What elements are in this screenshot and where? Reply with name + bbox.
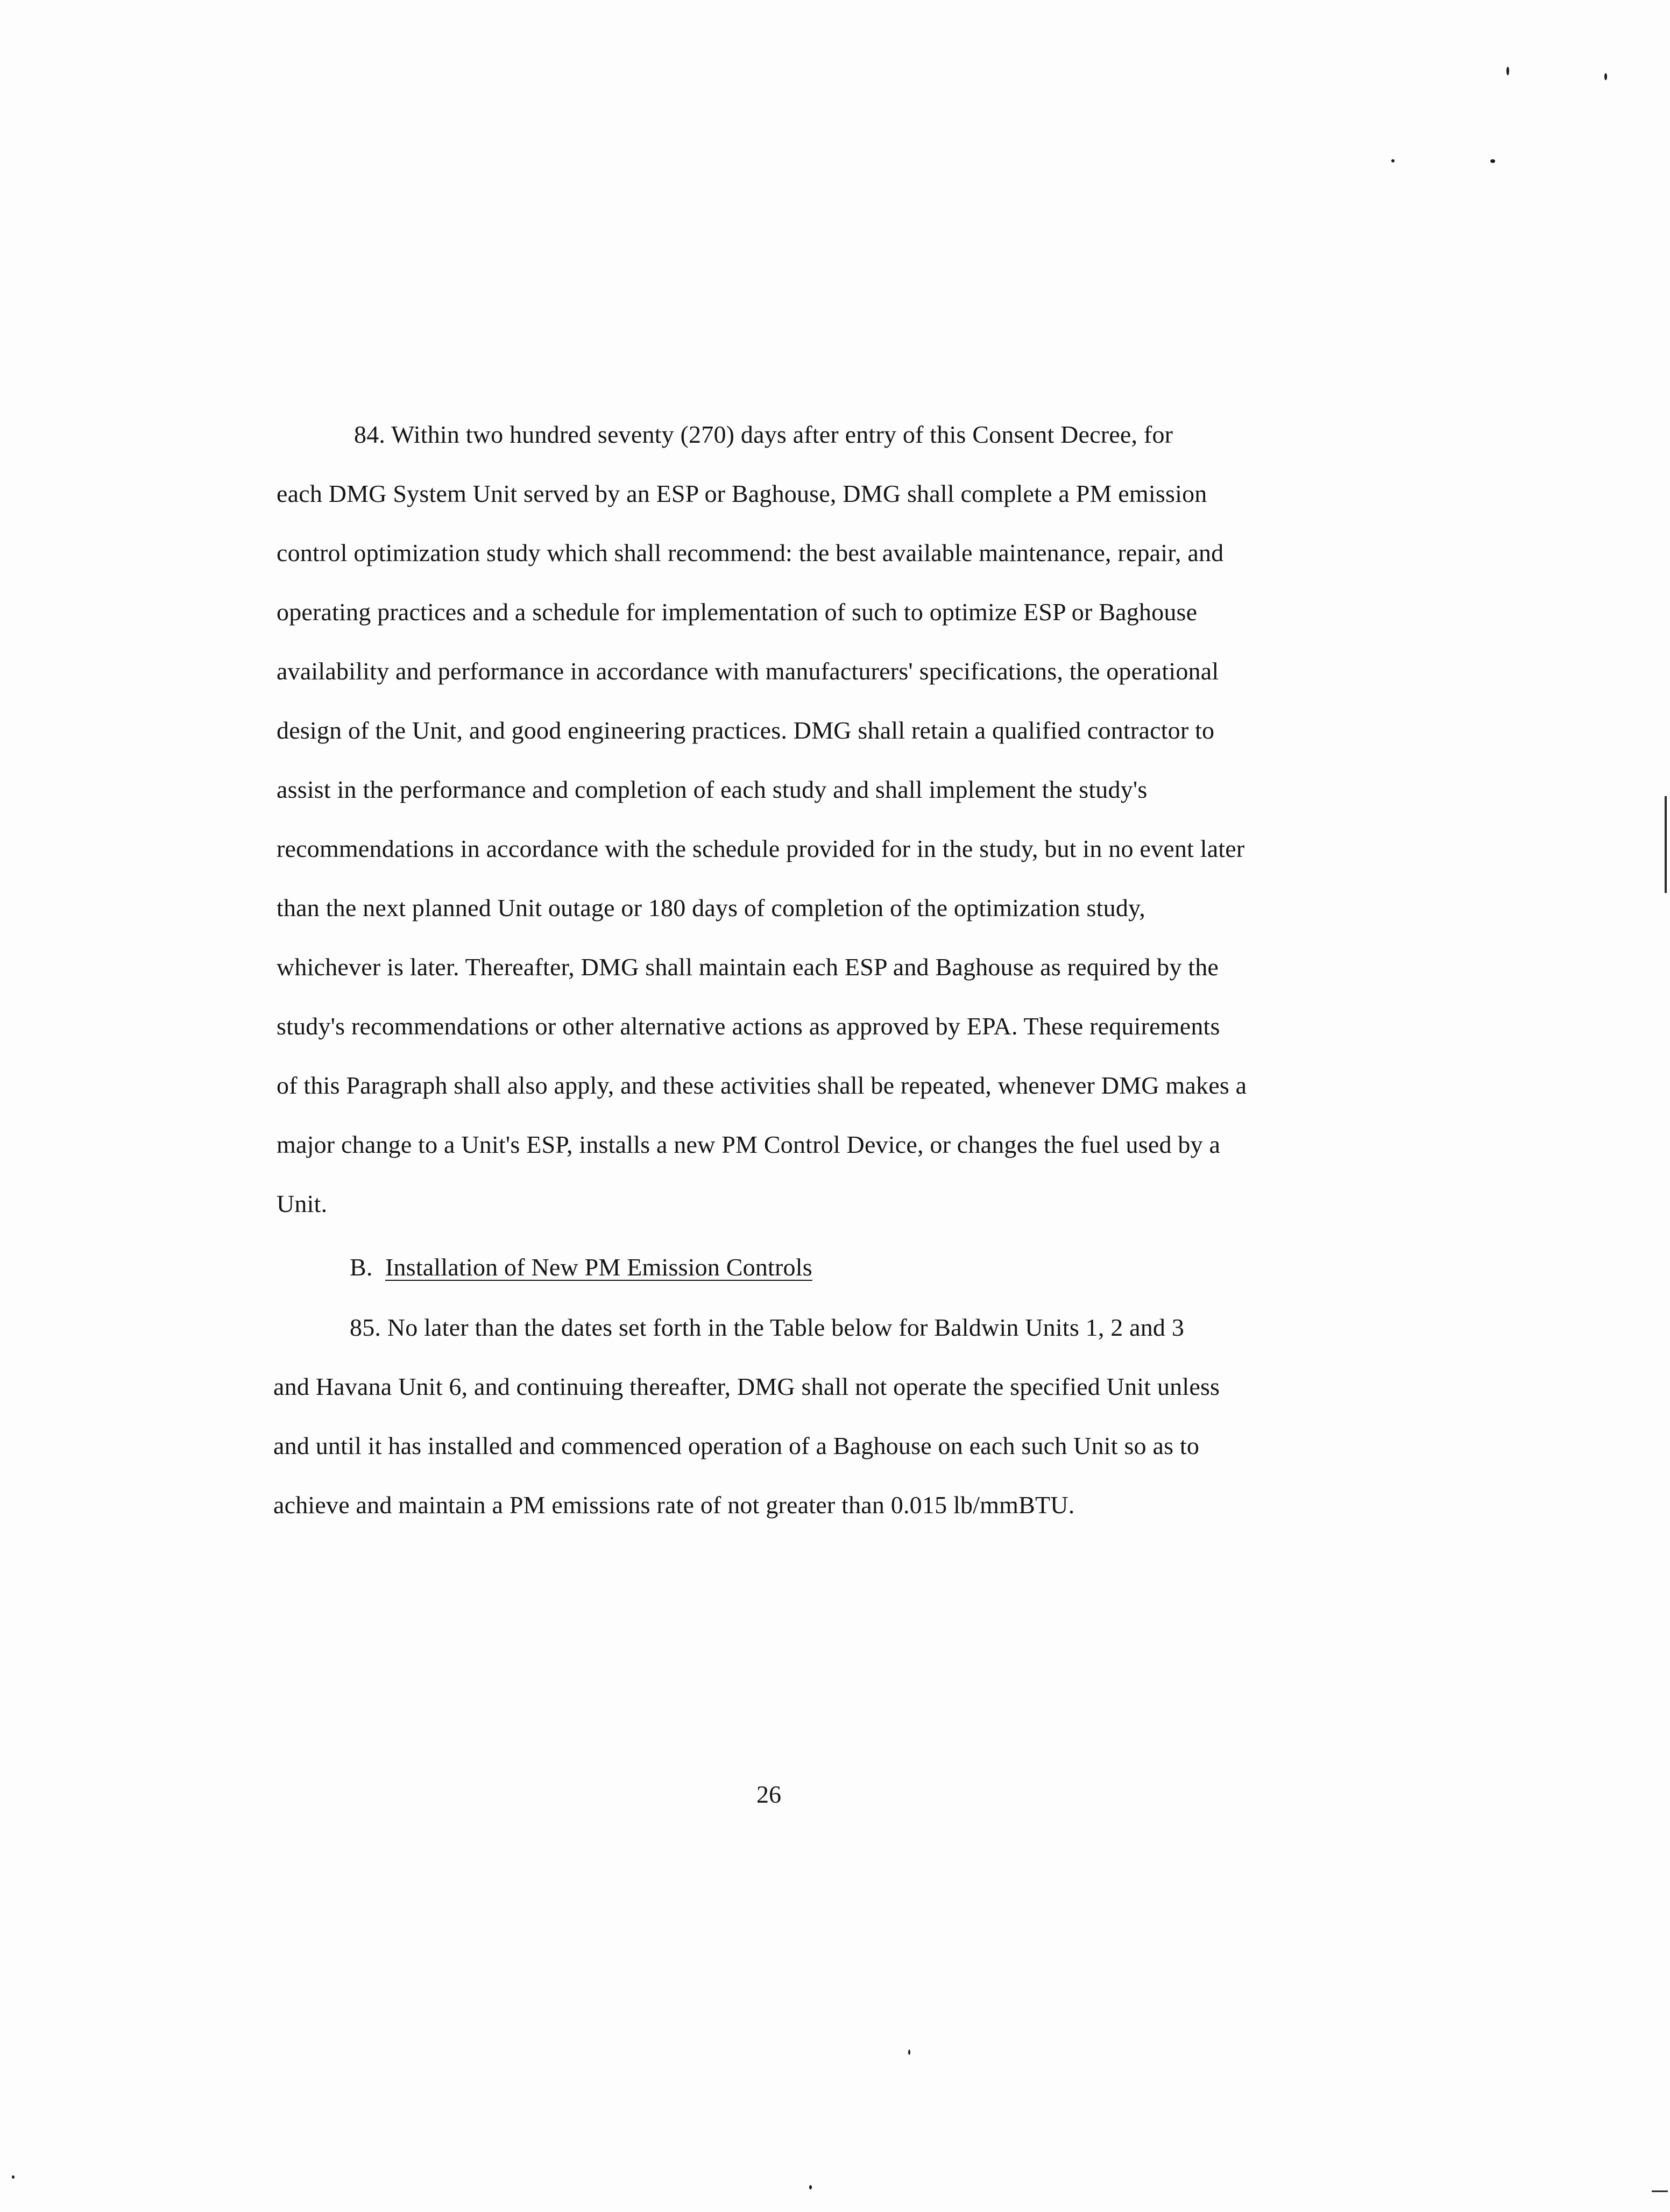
paragraph-84-line-2: each DMG System Unit served by an ESP or Baghouse, DMG shall complete a PM emission xyxy=(277,480,1207,507)
paragraph-84-line-12: of this Paragraph shall also apply, and these activities shall be repeated, whenever DMG makes a xyxy=(277,1072,1247,1099)
paragraph-84-line-8: recommendations in accordance with the schedule provided for in the study, but in no event later xyxy=(277,835,1245,862)
section-b-letter: B. xyxy=(350,1253,373,1281)
paragraph-84-line-14: Unit. xyxy=(277,1190,328,1217)
paragraph-84-line-1: 84. Within two hundred seventy (270) days after entry of this Consent Decree, for xyxy=(354,421,1173,448)
paragraph-85-line-2: and Havana Unit 6, and continuing thereafter, DMG shall not operate the specified Unit unless xyxy=(273,1373,1220,1400)
paragraph-84-line-9: than the next planned Unit outage or 180 days of completion of the optimization study, xyxy=(277,894,1145,921)
scan-speck xyxy=(1506,67,1509,75)
scan-speck xyxy=(1604,73,1607,80)
paragraph-84-line-7: assist in the performance and completion of each study and shall implement the study's xyxy=(277,776,1148,803)
paragraph-84-line-10: whichever is later. Thereafter, DMG shall maintain each ESP and Baghouse as required by the xyxy=(277,953,1219,981)
scan-speck xyxy=(12,2175,15,2179)
scan-edge-line xyxy=(1652,2190,1668,2192)
page-number: 26 xyxy=(756,1781,781,1808)
paragraph-85-line-4: achieve and maintain a PM emissions rate of not greater than 0.015 lb/mmBTU. xyxy=(273,1491,1075,1519)
paragraph-84-line-5: availability and performance in accordance with manufacturers' specifications, the operational xyxy=(277,657,1219,685)
paragraph-84-line-4: operating practices and a schedule for implementation of such to optimize ESP or Baghouse xyxy=(277,598,1198,626)
paragraph-84-line-3: control optimization study which shall recommend: the best available maintenance, repair, and xyxy=(277,539,1224,566)
scan-speck xyxy=(908,2050,910,2055)
section-b-title: Installation of New PM Emission Controls xyxy=(385,1253,812,1281)
scan-speck xyxy=(1391,159,1395,162)
paragraph-84-line-13: major change to a Unit's ESP, installs a new PM Control Device, or changes the fuel used by a xyxy=(277,1131,1221,1158)
paragraph-84-line-6: design of the Unit, and good engineering practices. DMG shall retain a qualified contractor to xyxy=(277,717,1215,744)
scan-speck xyxy=(809,2185,812,2189)
paragraph-85-line-1: 85. No later than the dates set forth in the Table below for Baldwin Units 1, 2 and 3 xyxy=(350,1314,1185,1341)
paragraph-84-line-11: study's recommendations or other alternative actions as approved by EPA. These requirements xyxy=(277,1012,1220,1040)
paragraph-85-line-3: and until it has installed and commenced operation of a Baghouse on each such Unit so as to xyxy=(273,1432,1200,1459)
scan-speck xyxy=(1490,159,1495,163)
scan-edge-line xyxy=(1665,796,1667,893)
